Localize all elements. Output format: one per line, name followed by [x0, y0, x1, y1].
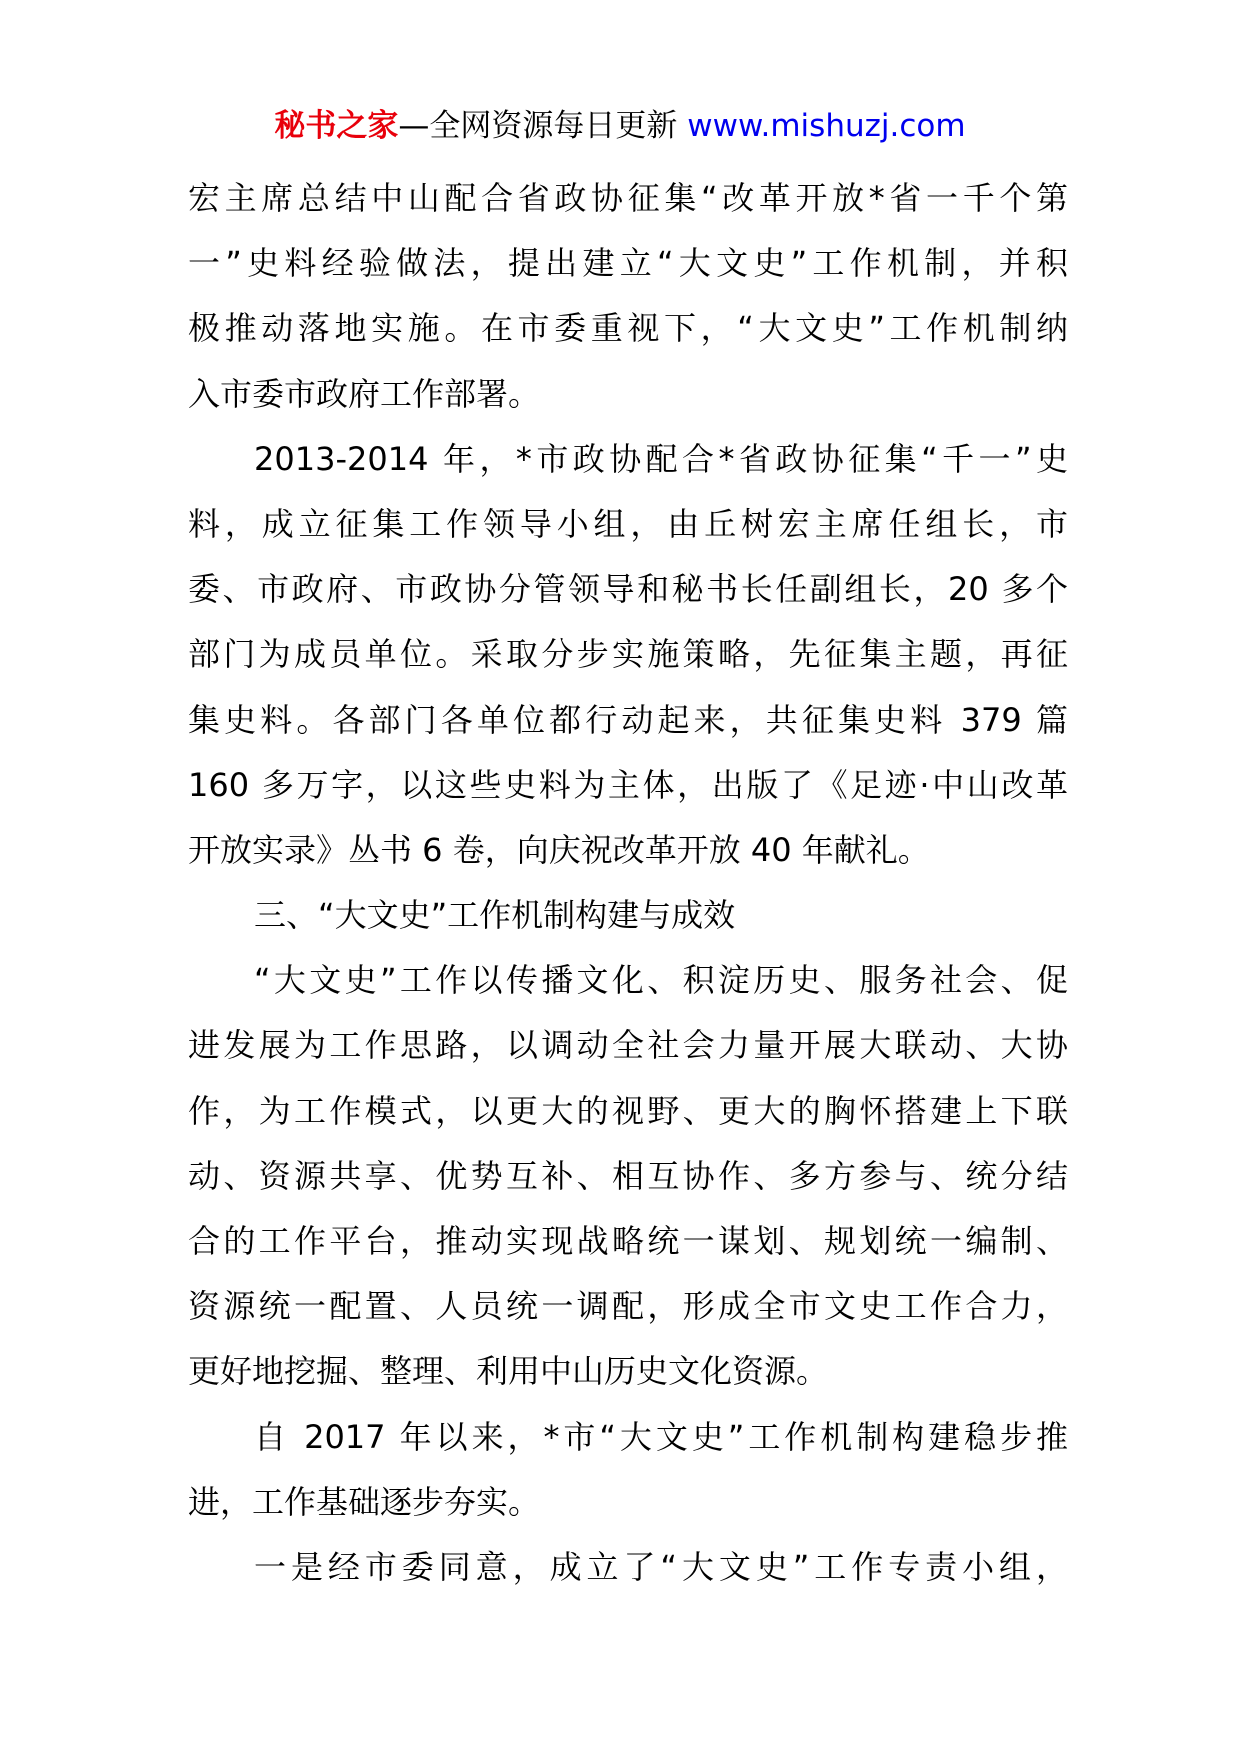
site-url-link[interactable]: www.mishuzj.com	[687, 108, 966, 144]
paragraph-line: 自 2017 年以来，*市“大文史”工作机制构建稳步推	[254, 1417, 1068, 1456]
paragraph-line: 极推动落地实施。在市委重视下，“大文史”工作机制纳	[188, 309, 1068, 348]
paragraph-line: “大文史”工作以传播文化、积淀历史、服务社会、促	[254, 961, 1068, 1000]
paragraph-line: 160 多万字，以这些史料为主体，出版了《足迹·中山改革	[188, 765, 1068, 804]
paragraph-line: 开放实录》丛书 6 卷，向庆祝改革开放 40 年献礼。	[188, 830, 930, 869]
section-heading: 三、“大文史”工作机制构建与成效	[254, 896, 736, 935]
paragraph-line: 2013-2014 年，*市政协配合*省政协征集“千一”史	[254, 439, 1068, 478]
site-brand: 秘书之家	[274, 108, 399, 144]
document-body	[188, 166, 1068, 1600]
paragraph-line: 集史料。各部门各单位都行动起来，共征集史料 379 篇	[188, 700, 1068, 739]
paragraph-line: 合的工作平台，推动实现战略统一谋划、规划统一编制、	[188, 1222, 1068, 1260]
paragraph-line: 进发展为工作思路，以调动全社会力量开展大联动、大协	[188, 1026, 1068, 1065]
paragraph-line: 入市委市政府工作部署。	[188, 374, 541, 413]
site-tagline: —全网资源每日更新	[398, 108, 688, 144]
paragraph-line: 一”史料经验做法，提出建立“大文史”工作机制，并积	[188, 244, 1068, 283]
paragraph-line: 料，成立征集工作领导小组，由丘树宏主席任组长，市	[188, 504, 1068, 543]
paragraph-line: 资源统一配置、人员统一调配，形成全市文史工作合力，	[188, 1287, 1068, 1326]
paragraph-line: 更好地挖掘、整理、利用中山历史文化资源。	[188, 1352, 829, 1391]
paragraph-line: 委、市政府、市政协分管领导和秘书长任副组长，20 多个	[188, 570, 1068, 609]
paragraph-line: 一是经市委同意，成立了“大文史”工作专责小组，	[254, 1547, 1068, 1586]
paragraph-line: 作，为工作模式，以更大的视野、更大的胸怀搭建上下联	[188, 1091, 1068, 1130]
paragraph-line: 部门为成员单位。采取分步实施策略，先征集主题，再征	[188, 635, 1068, 674]
site-header	[0, 104, 1240, 148]
paragraph-line: 宏主席总结中山配合省政协征集“改革开放*省一千个第	[188, 179, 1068, 217]
paragraph-line: 动、资源共享、优势互补、相互协作、多方参与、统分结	[188, 1156, 1068, 1195]
paragraph-line: 进，工作基础逐步夯实。	[188, 1482, 541, 1521]
